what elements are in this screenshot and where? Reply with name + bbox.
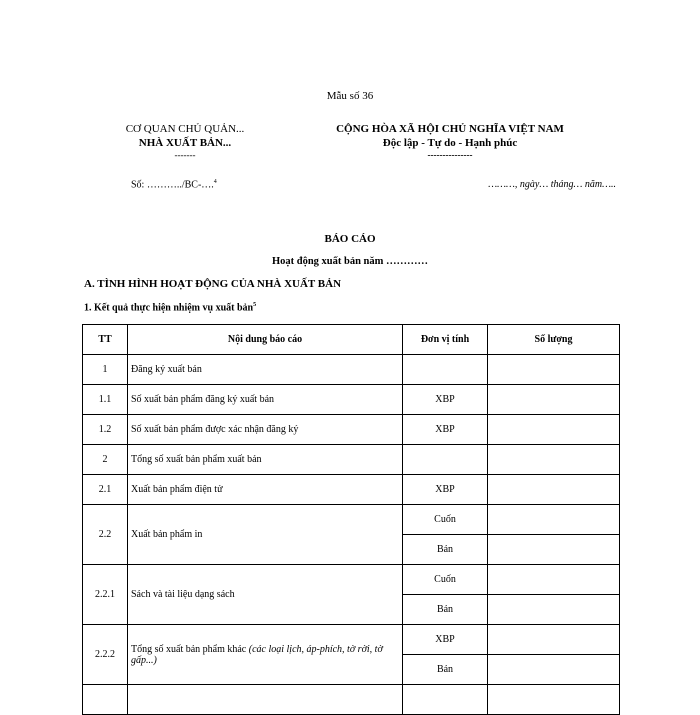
row-tt: 2.2.2: [83, 625, 128, 685]
table-row: [83, 475, 620, 505]
row-unit: Bản: [403, 535, 488, 565]
row-quantity: [488, 625, 620, 655]
row-content: Xuất bản phẩm in: [128, 505, 403, 565]
row-content: Số xuất bản phẩm đăng ký xuất bản: [128, 385, 403, 415]
header-unit: Đơn vị tính: [403, 325, 488, 355]
national-title: CỘNG HÒA XÃ HỘI CHỦ NGHĨA VIỆT NAM: [336, 123, 564, 135]
row-quantity: [488, 595, 620, 625]
row-tt: 1: [83, 355, 128, 385]
row-tt: 2.1: [83, 475, 128, 505]
table-row: [83, 385, 620, 415]
row-quantity: [488, 445, 620, 475]
national-motto: Độc lập - Tự do - Hạnh phúc: [382, 137, 518, 149]
table-row: [83, 415, 620, 445]
row-unit: XBP: [403, 385, 488, 415]
header-content: Nội dung báo cáo: [128, 325, 403, 355]
table-row: [83, 355, 620, 385]
row-content: Tổng số xuất bản phẩm xuất bản: [128, 445, 403, 475]
report-subtitle: Hoạt động xuất bản năm …………: [271, 256, 429, 267]
row-tt: 1.2: [83, 415, 128, 445]
table-row: [83, 625, 620, 655]
row-quantity: [488, 475, 620, 505]
row-unit: Bản: [403, 595, 488, 625]
header-tt: TT: [83, 325, 128, 355]
row-content: Tổng số xuất bản phẩm khác (các loại lịch, áp-phích, tờ rời, tờ gấp...): [128, 625, 403, 685]
row-unit: [403, 355, 488, 385]
item-1-heading: 1. Kết quả thực hiện nhiệm vụ xuất bản$^5$: [84, 302, 257, 314]
row-tt: 2.2.1: [83, 565, 128, 625]
row-tt: 1.1: [83, 385, 128, 415]
table-row: [83, 445, 620, 475]
row-unit: Bản: [403, 655, 488, 685]
row-quantity: [488, 505, 620, 535]
row-content: Số xuất bản phẩm được xác nhận đăng ký: [128, 415, 403, 445]
row-quantity: [488, 385, 620, 415]
row-content: Sách và tài liệu dạng sách: [128, 565, 403, 625]
row-unit: XBP: [403, 475, 488, 505]
row-unit: XBP: [403, 625, 488, 655]
header-quantity: Số lượng: [488, 325, 620, 355]
header-left-separator: -------: [174, 150, 196, 160]
row-unit: Cuốn: [403, 505, 488, 535]
table-row: [83, 565, 620, 595]
footnote-5: 5: [253, 302, 257, 308]
report-title: BÁO CÁO: [324, 233, 376, 245]
row-content-note: (các loại lịch, áp-phích, tờ rời, tờ gấp...): [131, 643, 383, 666]
row-quantity: [488, 415, 620, 445]
table-header-row: [83, 325, 620, 355]
document-number: Số: ………../BC-….$^4$: [131, 179, 217, 191]
header-right-separator: ---------------: [427, 150, 473, 160]
date-line: ………, ngày… tháng… năm…..: [488, 179, 616, 190]
form-number: Mẫu số 36: [326, 90, 374, 102]
row-quantity: [488, 565, 620, 595]
publisher-name: NHÀ XUẤT BẢN...: [138, 137, 232, 149]
row-quantity: [488, 535, 620, 565]
row-unit: [403, 445, 488, 475]
row-quantity: [488, 355, 620, 385]
row-content: Đăng ký xuất bản: [128, 355, 403, 385]
report-table: [82, 324, 620, 715]
footnote-4: 4: [213, 179, 217, 185]
row-quantity: [488, 655, 620, 685]
row-unit: Cuốn: [403, 565, 488, 595]
governing-agency: CƠ QUAN CHỦ QUẢN...: [125, 123, 245, 135]
row-tt: 2.2: [83, 505, 128, 565]
header-right: [310, 122, 590, 160]
header-left: [100, 122, 270, 160]
table-row: [83, 505, 620, 535]
row-unit: XBP: [403, 415, 488, 445]
row-content: Xuất bản phẩm điện tử: [128, 475, 403, 505]
section-a-heading: A. TÌNH HÌNH HOẠT ĐỘNG CỦA NHÀ XUẤT BẢN: [84, 278, 342, 290]
row-tt: 2: [83, 445, 128, 475]
